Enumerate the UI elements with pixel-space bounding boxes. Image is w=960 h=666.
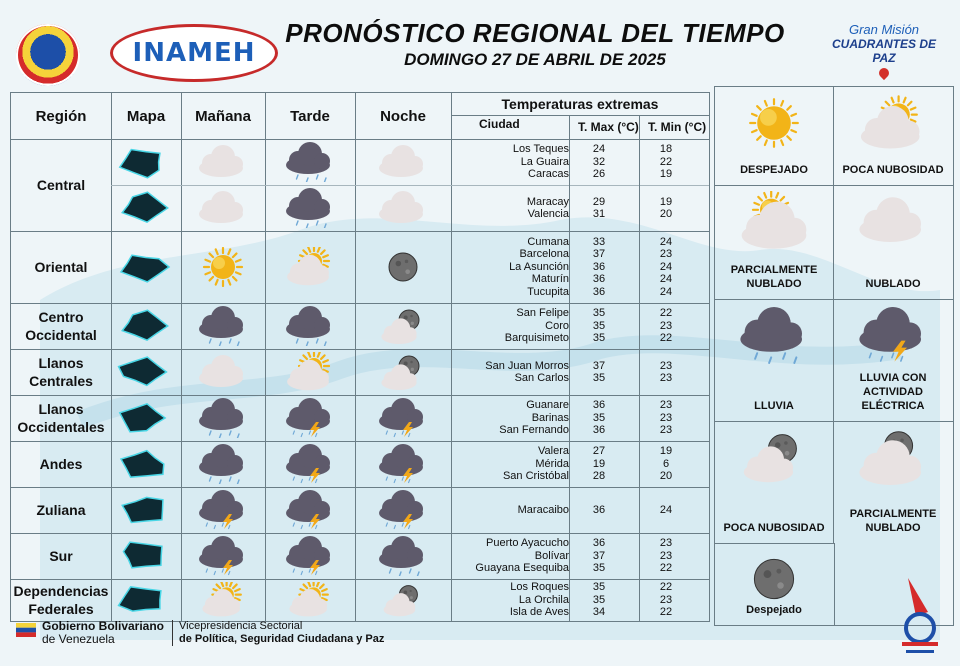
vp-line1: Vicepresidencia Sectorial — [179, 620, 303, 632]
city-temperature-list — [451, 441, 709, 487]
tmin-divider — [639, 231, 640, 303]
tmax-divider — [569, 231, 570, 303]
tmin-value: 6 — [662, 457, 670, 470]
legend-divider-bottom — [834, 543, 835, 625]
city-name: Maracay — [526, 195, 569, 208]
morning-cloudy-icon — [189, 142, 257, 182]
tmax-value: 36 — [592, 424, 606, 437]
city-name: San Felipe — [516, 307, 569, 320]
tmax-value: 36 — [592, 260, 606, 273]
city-name: Barcelona — [519, 248, 569, 261]
city-name: La Orchila — [518, 593, 569, 606]
tmin-value: 23 — [659, 248, 673, 261]
header — [0, 0, 960, 90]
night-cloudy-icon — [369, 142, 437, 182]
gran-mision-line1: Gran Misión — [848, 22, 920, 37]
city-name: Los Teques — [512, 143, 569, 156]
city-temperature-list — [451, 185, 709, 231]
city-name: Guanare — [526, 399, 569, 412]
inameh-logo-text: INAMEH — [132, 38, 256, 68]
region-name: Llanos Occidentales — [17, 401, 105, 435]
city-name: Caracas — [528, 168, 569, 181]
morning-cloudy-icon — [189, 188, 257, 228]
legend-item — [834, 421, 952, 543]
morning-partly-cloudy-icon — [189, 582, 257, 618]
bicentennial-logo — [894, 572, 946, 662]
footer — [0, 620, 960, 666]
region-map — [111, 142, 181, 182]
storm-icon — [851, 305, 935, 365]
moon-icon — [732, 549, 816, 609]
tmin-value: 22 — [659, 307, 673, 320]
morning-storm-icon — [189, 536, 257, 576]
tmax-divider — [569, 533, 570, 579]
region-name: Centro Occidental — [25, 309, 97, 343]
legend-label: Despejado — [746, 604, 802, 616]
tmin-value: 23 — [659, 411, 673, 424]
city-name: Mérida — [535, 457, 569, 470]
region-map — [111, 444, 181, 484]
city-name: San Carlos — [514, 372, 569, 384]
afternoon-partly-cloudy-icon — [276, 582, 344, 618]
tmin-value: 18 — [659, 143, 673, 156]
region-name: Sur — [49, 548, 73, 564]
tmax-value: 29 — [592, 195, 606, 208]
tmin-value: 22 — [659, 562, 673, 575]
tmin-divider — [639, 487, 640, 533]
tmax-value: 37 — [592, 549, 606, 562]
region-map — [111, 188, 181, 228]
tmax-value: 19 — [592, 457, 606, 470]
sunny-icon — [732, 93, 816, 153]
tmin-value: 24 — [659, 260, 673, 273]
city-name: Bolívar — [534, 549, 569, 562]
tmin-value: 24 — [659, 503, 673, 516]
weather-legend — [714, 86, 954, 626]
legend-item — [715, 421, 833, 543]
gov-line2: de Venezuela — [42, 632, 115, 646]
page-title: PRONÓSTICO REGIONAL DEL TIEMPO — [285, 18, 785, 48]
tmax-value: 35 — [592, 307, 606, 320]
tmin-value: 24 — [659, 285, 673, 298]
tmax-value: 35 — [592, 411, 606, 424]
night-moon-cloudy-icon — [369, 352, 437, 392]
tmin-value: 24 — [659, 235, 673, 248]
tmin-value: 20 — [659, 470, 673, 483]
government-label — [42, 620, 164, 646]
afternoon-partly-cloudy-icon — [276, 247, 344, 287]
afternoon-storm-icon — [276, 490, 344, 530]
tmin-value: 24 — [659, 273, 673, 286]
morning-rain-icon — [189, 398, 257, 438]
region-map — [111, 490, 181, 530]
city-temperature-list — [451, 303, 709, 349]
tmax-value: 36 — [592, 273, 606, 286]
tmin-value: 23 — [659, 359, 673, 372]
tmin-value: 23 — [659, 593, 673, 606]
forecast-table — [10, 92, 710, 622]
tmin-value: 19 — [659, 445, 673, 458]
region-name: Zuliana — [36, 502, 86, 518]
tmax-divider — [569, 349, 570, 395]
header-morning: Mañana — [195, 107, 251, 125]
afternoon-rain-icon — [276, 142, 344, 182]
tmax-value: 34 — [592, 606, 606, 619]
page-subtitle: DOMINGO 27 DE ABRIL DE 2025 — [404, 50, 666, 69]
tmin-value: 23 — [659, 372, 673, 384]
location-pin-icon — [877, 66, 891, 80]
city-name: San Juan Morros — [485, 359, 569, 372]
tmin-value: 22 — [659, 332, 673, 345]
header-map: Mapa — [126, 107, 166, 125]
morning-rain-icon — [189, 444, 257, 484]
tmax-value: 35 — [592, 332, 606, 345]
night-rain-icon — [369, 536, 437, 576]
city-name: Guayana Esequiba — [475, 562, 569, 575]
vp-line2: de Política, Seguridad Ciudadana y Paz — [179, 633, 385, 645]
tmin-value: 22 — [659, 606, 673, 619]
tmax-divider — [569, 303, 570, 349]
header-temperatures — [451, 93, 709, 139]
legend-label: PARCIALMENTE NUBLADO — [849, 508, 937, 534]
region-name: Oriental — [34, 259, 88, 275]
region-map — [111, 306, 181, 346]
city-temperature-list — [451, 231, 709, 303]
tmax-divider — [569, 185, 570, 231]
city-name: Puerto Ayacucho — [486, 537, 569, 550]
partly-cloudy-more-icon — [732, 191, 816, 251]
tmax-value: 37 — [592, 359, 606, 372]
city-name: La Asunción — [509, 260, 569, 273]
tmax-value: 35 — [592, 593, 606, 606]
venezuela-flag-icon — [16, 623, 36, 637]
tmin-value: 23 — [659, 537, 673, 550]
tmin-divider — [639, 303, 640, 349]
legend-label: PARCIALMENTE NUBLADO — [730, 264, 818, 290]
city-name: Maracaibo — [517, 503, 569, 516]
tmin-value: 22 — [659, 155, 673, 168]
header-tmin: T. Min (°C) — [639, 115, 706, 139]
tmax-divider — [569, 395, 570, 441]
tmin-value: 23 — [659, 319, 673, 332]
rain-icon — [732, 305, 816, 365]
tmax-value: 35 — [592, 319, 606, 332]
tmax-divider — [569, 139, 570, 185]
gov-line1: Gobierno Bolivariano — [42, 619, 165, 633]
header-night: Noche — [380, 107, 426, 125]
night-storm-icon — [369, 490, 437, 530]
tmax-divider — [569, 579, 570, 621]
region-name: Andes — [39, 456, 83, 472]
tmin-divider — [639, 441, 640, 487]
tmax-value: 35 — [592, 581, 606, 594]
city-temperature-list — [451, 487, 709, 533]
tmax-value: 27 — [592, 445, 606, 458]
afternoon-storm-icon — [276, 444, 344, 484]
tmax-value: 28 — [592, 470, 606, 483]
tmax-divider — [569, 487, 570, 533]
city-temperature-list — [451, 533, 709, 579]
tmax-value: 35 — [592, 562, 606, 575]
tmin-value: 20 — [659, 208, 673, 220]
city-name: Coro — [545, 319, 569, 332]
city-name: Valera — [538, 445, 569, 458]
tmin-divider — [639, 533, 640, 579]
morning-storm-icon — [189, 490, 257, 530]
city-name: La Guaira — [520, 155, 569, 168]
legend-item — [715, 87, 833, 185]
night-moon-cloudy-icon — [369, 582, 437, 618]
tmin-value: 23 — [659, 549, 673, 562]
region-map — [111, 247, 181, 287]
city-name: Barquisimeto — [504, 332, 569, 345]
city-temperature-list — [451, 395, 709, 441]
gran-mision-logo — [820, 22, 948, 78]
legend-label: LLUVIA — [754, 400, 794, 412]
tmax-value: 33 — [592, 235, 606, 248]
tmax-value: 36 — [592, 399, 606, 412]
tmin-divider — [639, 185, 640, 231]
city-temperature-list — [451, 579, 709, 621]
region-name: Central — [36, 177, 86, 193]
region-map — [111, 580, 181, 620]
legend-label: POCA NUBOSIDAD — [842, 164, 944, 176]
moon-cloudy-icon — [732, 427, 816, 487]
legend-label: POCA NUBOSIDAD — [723, 522, 825, 534]
region-name: Llanos Centrales — [29, 355, 93, 389]
tmin-divider — [639, 349, 640, 395]
government-seal-logo — [16, 24, 80, 86]
city-name: Cumana — [527, 235, 569, 248]
city-temperature-list — [451, 139, 709, 185]
region-name: Dependencias Federales — [13, 583, 109, 617]
night-moon-cloudy-icon — [369, 306, 437, 346]
morning-sunny-icon — [189, 247, 257, 287]
tmax-value: 36 — [592, 537, 606, 550]
tmax-value: 32 — [592, 155, 606, 168]
legend-item — [715, 185, 833, 299]
region-map — [111, 352, 181, 392]
afternoon-storm-icon — [276, 398, 344, 438]
afternoon-rain-icon — [276, 306, 344, 346]
header-region: Región — [35, 107, 87, 125]
city-name: Maturín — [531, 273, 569, 286]
tmax-value: 36 — [592, 285, 606, 298]
afternoon-storm-icon — [276, 536, 344, 576]
city-name: San Fernando — [499, 424, 569, 437]
tmax-value: 31 — [592, 208, 606, 220]
legend-label: DESPEJADO — [740, 164, 808, 176]
region-map — [111, 398, 181, 438]
header-temps-title: Temperaturas extremas — [501, 96, 659, 112]
tmax-value: 36 — [592, 503, 606, 516]
tmin-value: 22 — [659, 581, 673, 594]
legend-item — [834, 299, 952, 421]
legend-item — [834, 185, 952, 299]
tmin-value: 23 — [659, 424, 673, 437]
night-storm-icon — [369, 398, 437, 438]
header-temps-divider — [451, 115, 709, 116]
legend-label: NUBLADO — [865, 278, 921, 290]
city-name: San Cristóbal — [502, 470, 569, 483]
afternoon-rain-icon — [276, 188, 344, 228]
tmin-value: 23 — [659, 399, 673, 412]
tmin-divider — [639, 139, 640, 185]
header-city: Ciudad — [479, 117, 520, 131]
afternoon-partly-cloudy-icon — [276, 352, 344, 392]
gran-mision-line2: CUADRANTES DE PAZ — [831, 37, 936, 65]
tmin-divider — [639, 579, 640, 621]
vicepresidency-label — [172, 620, 384, 646]
tmax-value: 37 — [592, 248, 606, 261]
legend-item — [715, 543, 833, 625]
city-name: Valencia — [527, 208, 569, 220]
city-name: Barinas — [531, 411, 569, 424]
partly-cloudy-icon — [851, 93, 935, 153]
city-name: Los Roques — [510, 581, 569, 594]
city-temperature-list — [451, 349, 709, 395]
tmax-value: 24 — [592, 143, 606, 156]
morning-rain-icon — [189, 306, 257, 346]
legend-item — [715, 299, 833, 421]
header-afternoon: Tarde — [290, 107, 330, 125]
night-moon-icon — [369, 247, 437, 287]
cloudy-icon — [851, 191, 935, 251]
tmin-value: 19 — [659, 195, 673, 208]
tmax-value: 35 — [592, 372, 606, 384]
legend-item — [834, 87, 952, 185]
city-name: Tucupita — [527, 285, 569, 298]
city-name: Isla de Aves — [509, 606, 569, 619]
morning-cloudy-icon — [189, 352, 257, 392]
region-map — [111, 536, 181, 576]
tmax-value: 26 — [592, 168, 606, 181]
tmin-value: 19 — [659, 168, 673, 181]
night-cloudy-icon — [369, 188, 437, 228]
tmax-divider — [569, 441, 570, 487]
moon-cloudy-more-icon — [851, 427, 935, 487]
tmin-divider — [639, 395, 640, 441]
header-tmax: T. Max (°C) — [569, 115, 639, 139]
legend-label: LLUVIA CON ACTIVIDAD ELÉCTRICA — [859, 372, 927, 412]
night-storm-icon — [369, 444, 437, 484]
